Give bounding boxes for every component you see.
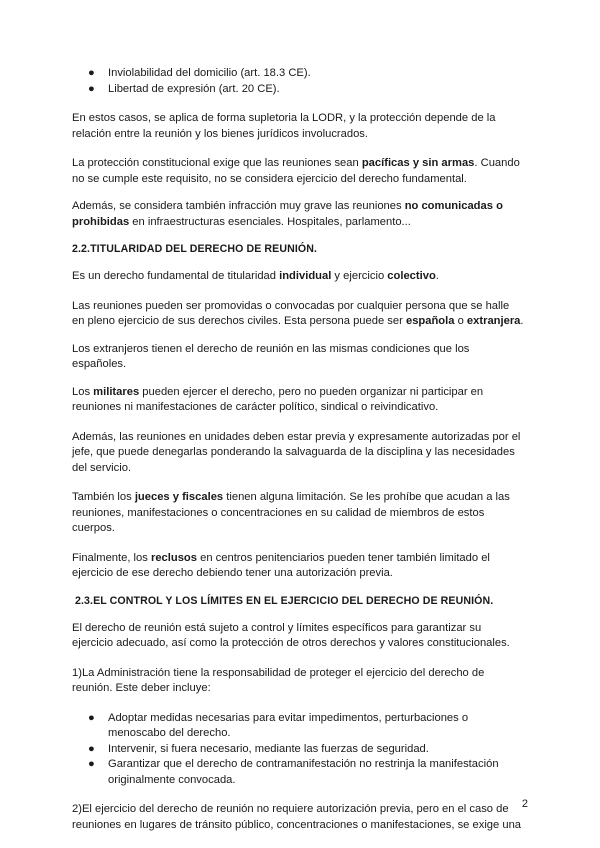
bullet-icon: ● <box>88 67 95 79</box>
paragraph: En estos casos, se aplica de forma supletoria la LODR, y la protección depende de la relación entre la reunión y los bienes jurídicos involucrados. <box>72 112 496 140</box>
list-item: ● Adoptar medidas necesarias para evitar impedimentos, perturbaciones o menoscabo del derecho. <box>88 711 469 739</box>
section-heading: 2.3.EL CONTROL Y LOS LÍMITES EN EL EJERCICIO DEL DERECHO DE REUNIÓN. <box>75 594 494 607</box>
paragraph: La protección constitucional exige que las reuniones sean pacíficas y sin armas. Cuando no se cumple este requisito, no se considera ejercicio del derecho fundamental. <box>72 157 520 185</box>
page-number: 2 <box>521 798 528 810</box>
paragraph: También los jueces y fiscales tienen alguna limitación. Se les prohíbe que acudan a las reuniones, manifestaciones o concentraciones en su calidad de miembros de estos cuerpos. <box>72 491 510 534</box>
bullet-icon: ● <box>88 82 95 95</box>
paragraph: Los extranjeros tienen el derecho de reunión en las mismas condiciones que los españoles. <box>72 342 470 370</box>
list-item: ● Garantizar que el derecho de contramanifestación no restrinja la manifestación originalmente convocada. <box>88 758 499 786</box>
admin-duties-list <box>72 711 524 789</box>
paragraph: Finalmente, los reclusos en centros penitenciarios pueden tener también limitado el ejercicio de ese derecho debiendo tener una autorización previa. <box>72 551 490 579</box>
paragraph: 2)El ejercicio del derecho de reunión no requiere autorización previa, pero en el caso de reuniones en lugares de tránsito público, concentraciones o manifestaciones, se exige una <box>72 803 522 831</box>
list-item: ● Libertad de expresión (art. 20 CE). <box>72 82 524 98</box>
paragraph: El derecho de reunión está sujeto a control y límites específicos para garantizar su ejercicio adecuado, así como la protección de otros derechos y valores constitucionales. <box>72 621 510 649</box>
paragraph: Además, se considera también infracción muy grave las reuniones no comunicadas o prohibidas en infraestructuras esenciales. Hospitales, parlamento... <box>72 200 503 228</box>
bullet-icon: ● <box>88 742 95 755</box>
list-item: ● Inviolabilidad del domicilio (art. 18.3 CE). <box>72 66 524 82</box>
section-heading: 2.2.TITULARIDAD DEL DERECHO DE REUNIÓN. <box>72 243 318 255</box>
document-page <box>72 66 524 833</box>
paragraph: Las reuniones pueden ser promovidas o convocadas por cualquier persona que se halle en pleno ejercicio de sus derechos civiles. Esta persona puede ser española o extranjera. <box>72 299 524 327</box>
paragraph: Los militares pueden ejercer el derecho, pero no pueden organizar ni participar en reuniones ni manifestaciones de carácter político, sindical o reivindicativo. <box>72 385 484 413</box>
bullet-icon: ● <box>88 711 95 724</box>
list-item: ● Intervenir, si fuera necesario, mediante las fuerzas de seguridad. <box>72 742 524 758</box>
bullet-icon: ● <box>88 758 95 770</box>
paragraph: 1)La Administración tiene la responsabilidad de proteger el ejercicio del derecho de reunión. Este deber incluye: <box>72 666 485 694</box>
paragraph: Además, las reuniones en unidades deben estar previa y expresamente autorizadas por el jefe, que puede denegarlas ponderando la salvaguarda de la disciplina y las necesidades del servicio. <box>72 430 521 474</box>
rights-list <box>72 66 524 97</box>
paragraph: Es un derecho fundamental de titularidad individual y ejercicio colectivo. <box>72 270 439 282</box>
